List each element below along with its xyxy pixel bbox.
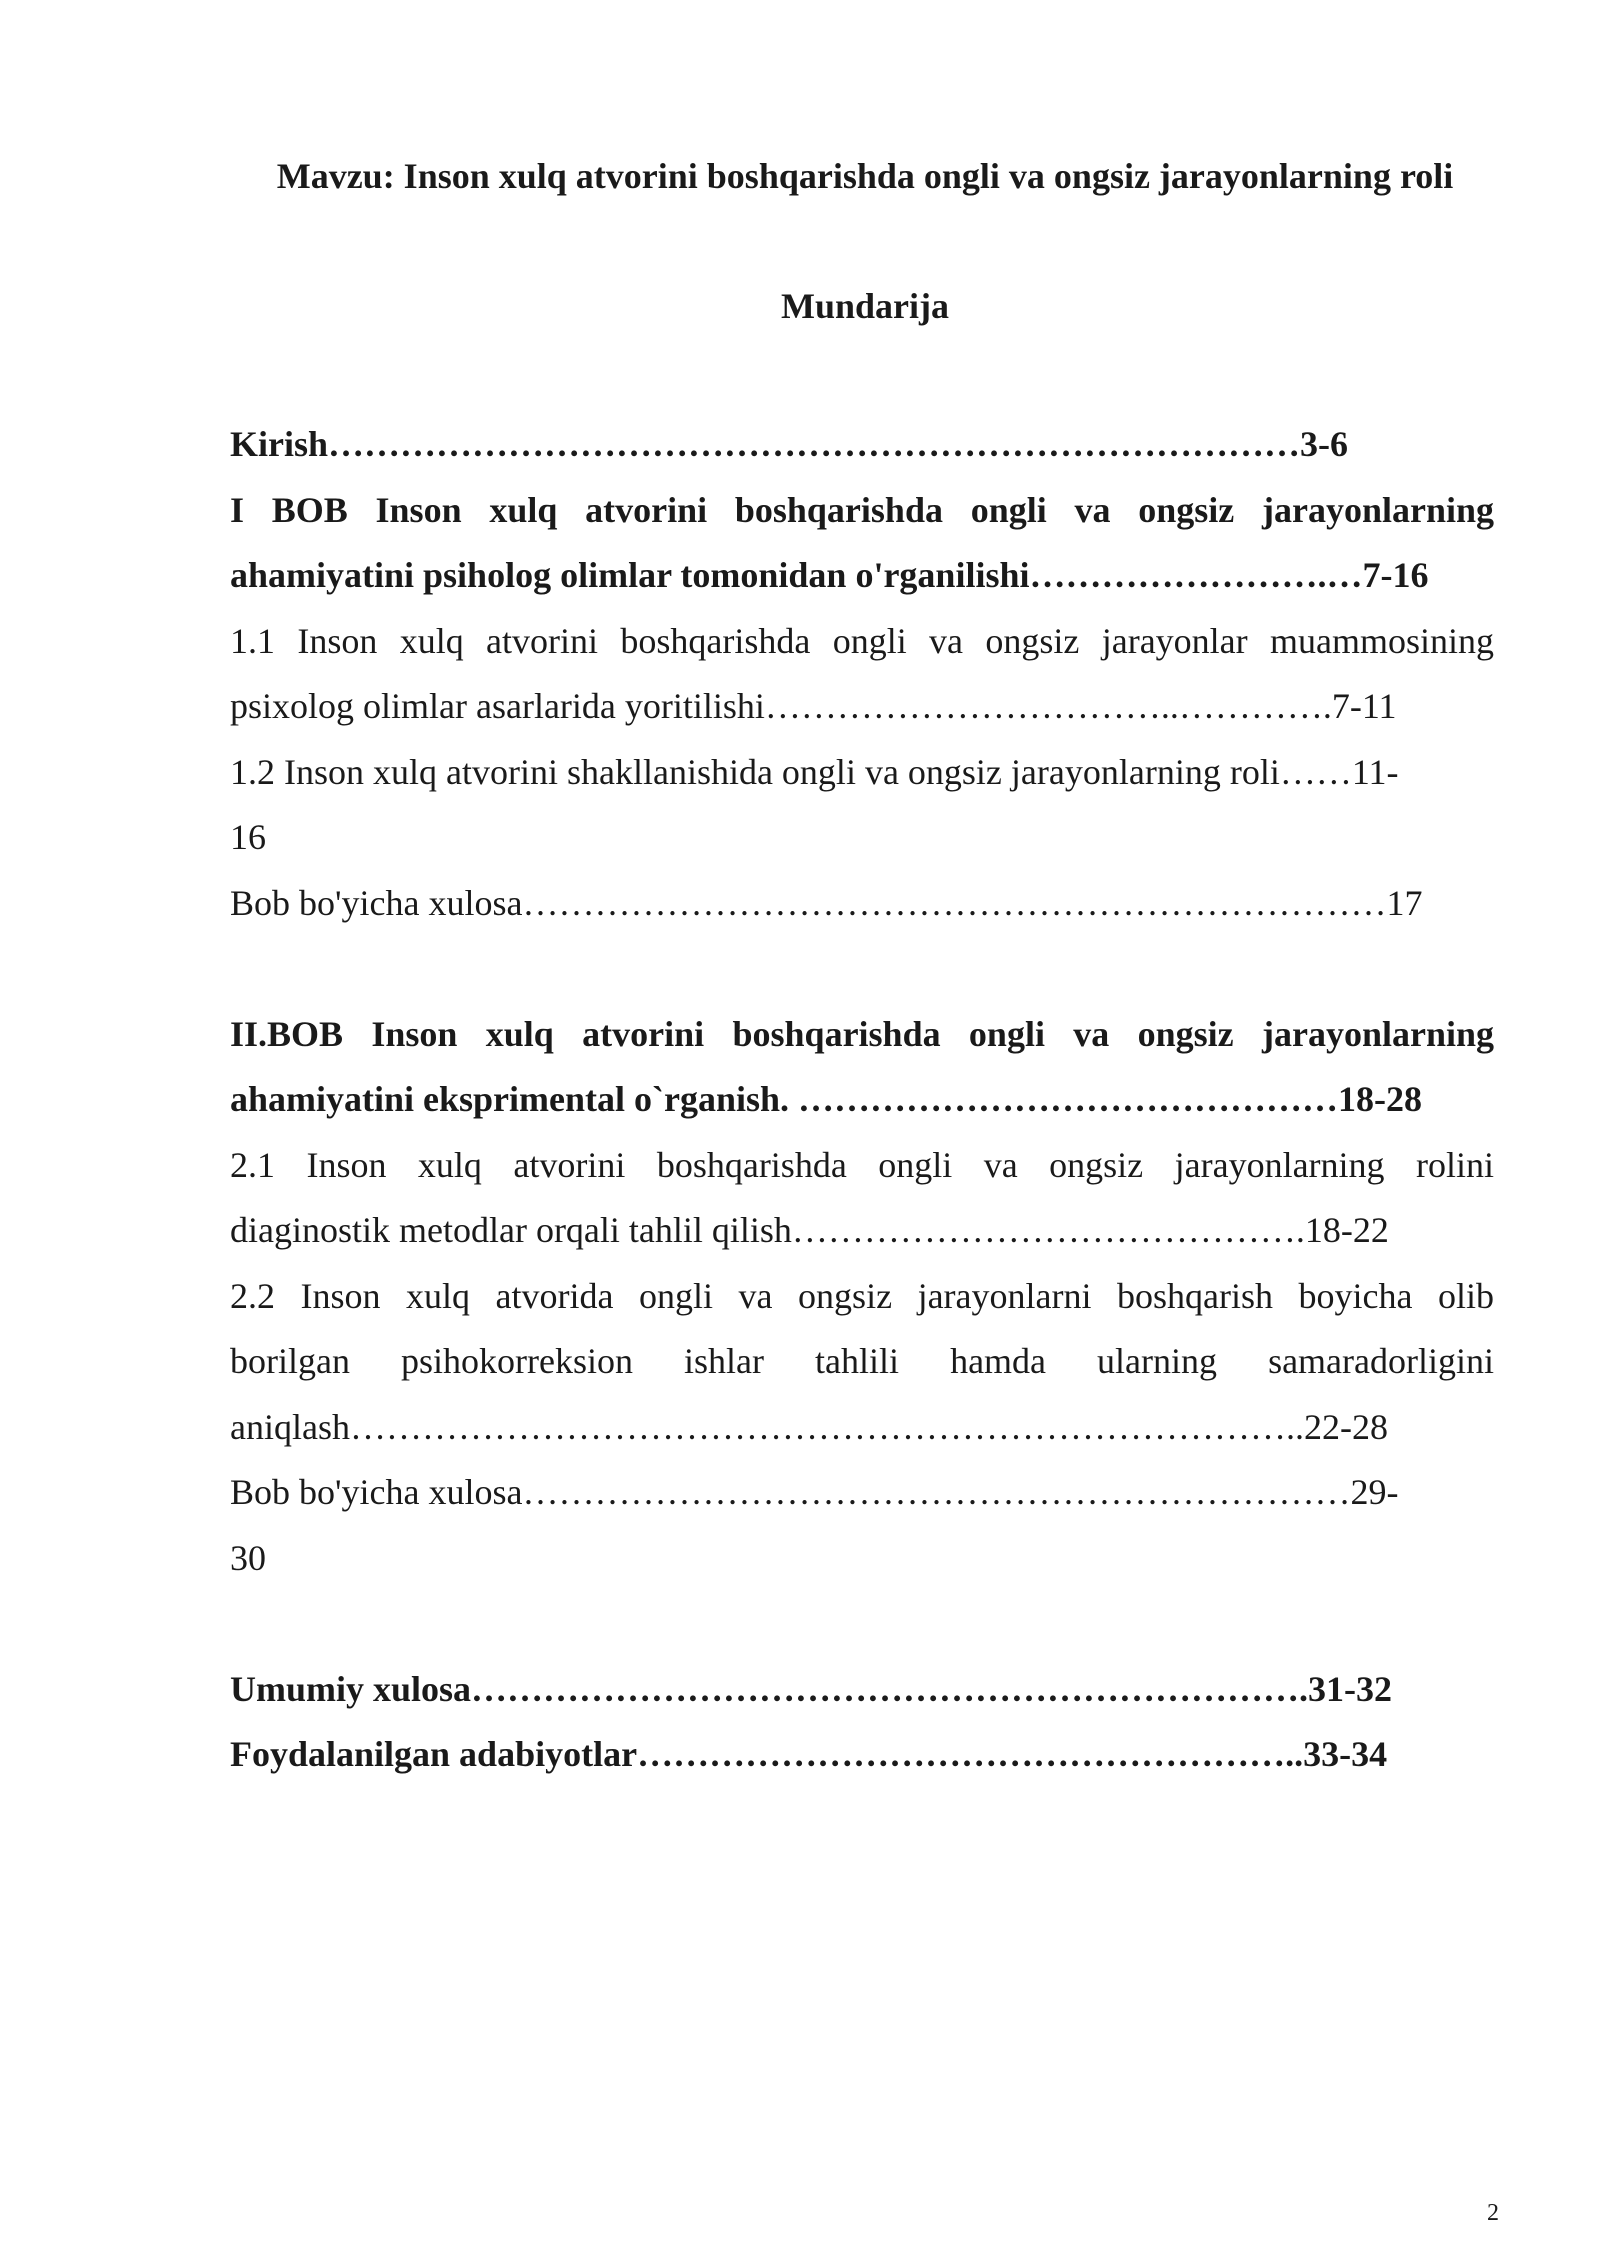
toc-entry-chapter-1: I BOB Inson xulq atvorini boshqarishda ongli va ongsiz jarayonlarning <box>230 489 1494 530</box>
toc-entry-chapter-2: II.BOB Inson xulq atvorini boshqarishda ongli va ongsiz jarayonlarning <box>230 1013 1494 1054</box>
document-title: Mavzu: Inson xulq atvorini boshqarishda ongli va ongsiz jarayonlarning roli <box>276 156 1454 196</box>
toc-spacer <box>230 1591 1494 1657</box>
toc-heading: Mundarija <box>780 286 949 326</box>
toc-entry-section-1-1-cont: psixolog olimlar asarlarida yoritilishi……………………………..………….7-11 <box>230 686 1397 726</box>
toc-entry-bibliography: Foydalanilgan adabiyotlar………………………………………………..33-34 <box>230 1734 1388 1774</box>
toc-entry-section-2-1-cont: diaginostik metodlar orqali tahlil qilish…………………………………….18-22 <box>230 1210 1389 1250</box>
toc-entry-section-2-1: 2.1 Inson xulq atvorini boshqarishda ongli va ongsiz jarayonlarning rolini <box>230 1144 1494 1185</box>
toc-entry-chapter-2-summary: Bob bo'yicha xulosa……………………………………………………………29- <box>230 1472 1399 1512</box>
toc-entry-kirish: Kirish………………………………………………………………………3-6 <box>230 424 1349 464</box>
toc-entry-section-2-2: 2.2 Inson xulq atvorida ongli va ongsiz jarayonlarni boshqarish boyicha olib <box>230 1275 1494 1316</box>
toc-entry-section-2-2-cont: borilgan psihokorreksion ishlar tahlili hamda ularning samaradorligini <box>230 1341 1494 1381</box>
toc-spacer <box>230 936 1494 1002</box>
toc-entry-section-2-2-cont2: aniqlash……………………………………………………………………..22-28 <box>230 1406 1388 1447</box>
toc-entry-section-1-1: 1.1 Inson xulq atvorini boshqarishda ongli va ongsiz jarayonlar muammosining <box>230 620 1494 661</box>
page-number: 2 <box>1487 2200 1499 2226</box>
toc-entry-general-conclusion: Umumiy xulosa…………………………………………………………….31-32 <box>230 1668 1393 1709</box>
toc-entry-section-1-2-cont: 16 <box>230 817 266 857</box>
table-of-contents <box>230 412 1494 1788</box>
toc-entry-chapter-2-cont: ahamiyatini eksprimental o`rganish. ………………………………………18-28 <box>230 1079 1423 1119</box>
toc-entry-section-1-2: 1.2 Inson xulq atvorini shakllanishida ongli va ongsiz jarayonlarning roli……11- <box>230 751 1399 792</box>
toc-entry-chapter-1-summary: Bob bo'yicha xulosa………………………………………………………………17 <box>230 882 1423 923</box>
toc-entry-chapter-1-cont: ahamiyatini psiholog olimlar tomonidan o'rganilishi…………………….…7-16 <box>230 555 1429 595</box>
toc-entry-chapter-2-summary-cont: 30 <box>230 1537 266 1578</box>
